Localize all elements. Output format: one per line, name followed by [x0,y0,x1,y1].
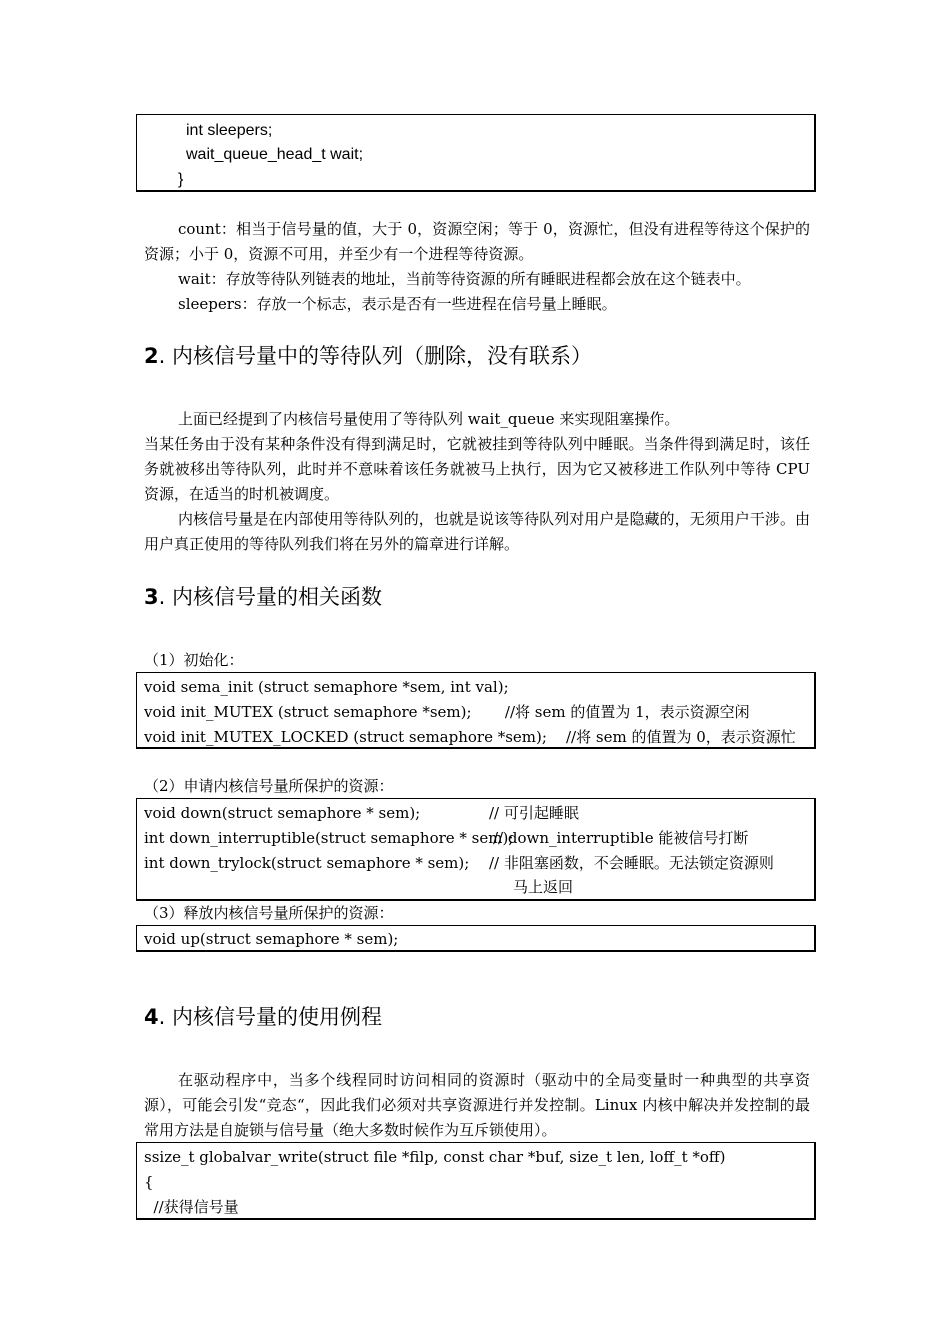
example-line-1: ssize_t globalvar_write(struct file *filp, const char *buf, size_t len, loff_t *off) [144,1148,726,1166]
down-label: （2）申请内核信号量所保护的资源： [144,777,394,795]
section-4-body [144,1068,810,1143]
section-2-body [144,407,810,557]
init-line-1: void sema_init (struct semaphore *sem, int val); [144,678,509,696]
struct-code-box [136,114,816,192]
section-2-p2: 当某任务由于没有某种条件没有得到满足时，它就被挂到等待队列中睡眠。当条件得到满足时，该任务就被移出等待队列，此时并不意味着该任务就被马上执行，因为它又被移进工作队列中等待 CPU 资源，在适当的时机被调度。 [144,435,810,503]
section-4-heading [144,1003,382,1031]
code-line-wait: wait_queue_head_t wait; [186,146,364,163]
section-4-number: 4 [144,1005,159,1029]
up-label: （3）释放内核信号量所保护的资源： [144,904,394,922]
section-2-heading [144,342,592,370]
section-4-title: . 内核信号量的使用例程 [158,1005,382,1029]
up-code-box [136,925,816,952]
example-code-box [136,1142,816,1220]
init-line-2: void init_MUTEX (struct semaphore *sem); //将 sem 的值置为 1，表示资源空闲 [144,703,750,721]
field-count: count：相当于信号量的值，大于 0，资源空闲；等于 0，资源忙，但没有进程等待这个保护的资源；小于 0，资源不可用，并至少有一个进程等待资源。 [144,220,810,263]
field-sleepers: sleepers：存放一个标志，表示是否有一些进程在信号量上睡眠。 [178,295,617,313]
code-line-sleepers: int sleepers; [186,122,273,139]
section-2-p1: 上面已经提到了内核信号量使用了等待队列 wait_queue 来实现阻塞操作。 [178,410,680,428]
field-wait: wait：存放等待队列链表的地址，当前等待资源的所有睡眠进程都会放在这个链表中。 [178,270,751,288]
init-label: （1）初始化： [144,651,244,669]
field-descriptions [144,217,810,317]
down-row-1-comment: // 可引起睡眠 [489,804,579,822]
section-3-heading [144,583,382,611]
up-line: void up(struct semaphore * sem); [144,930,399,948]
down-row-2-code: int down_interruptible(struct semaphore * sem); [144,829,514,847]
section-4-p1: 在驱动程序中，当多个线程同时访问相同的资源时（驱动中的全局变量时一种典型的共享资源），可能会引发“竞态“，因此我们必须对共享资源进行并发控制。Linux 内核中解决并发控制的最常用方法是自旋锁与信号量（绝大多数时候作为互斥锁使用）。 [144,1071,810,1139]
section-2-number: 2 [144,344,159,368]
init-code-box [136,672,816,749]
section-2-title: . 内核信号量中的等待队列（删除，没有联系） [158,344,592,368]
down-row-2-comment: // down_interruptible 能被信号打断 [493,829,749,847]
down-row-3-continuation: 马上返回 [513,878,574,896]
example-line-2: { [144,1173,154,1191]
down-code-box [136,798,816,901]
section-2-p3: 内核信号量是在内部使用等待队列的，也就是说该等待队列对用户是隐藏的，无须用户干涉。由用户真正使用的等待队列我们将在另外的篇章进行详解。 [144,510,810,553]
example-line-3: //获得信号量 [144,1198,239,1216]
section-3-number: 3 [144,585,159,609]
init-line-3: void init_MUTEX_LOCKED (struct semaphore *sem); //将 sem 的值置为 0，表示资源忙 [144,728,796,746]
section-3-title: . 内核信号量的相关函数 [158,585,382,609]
code-line-close-brace: } [178,171,184,188]
down-row-1-code: void down(struct semaphore * sem); [144,804,421,822]
down-row-3-code: int down_trylock(struct semaphore * sem); [144,854,470,872]
down-row-3-comment: // 非阻塞函数，不会睡眠。无法锁定资源则 [489,854,774,872]
